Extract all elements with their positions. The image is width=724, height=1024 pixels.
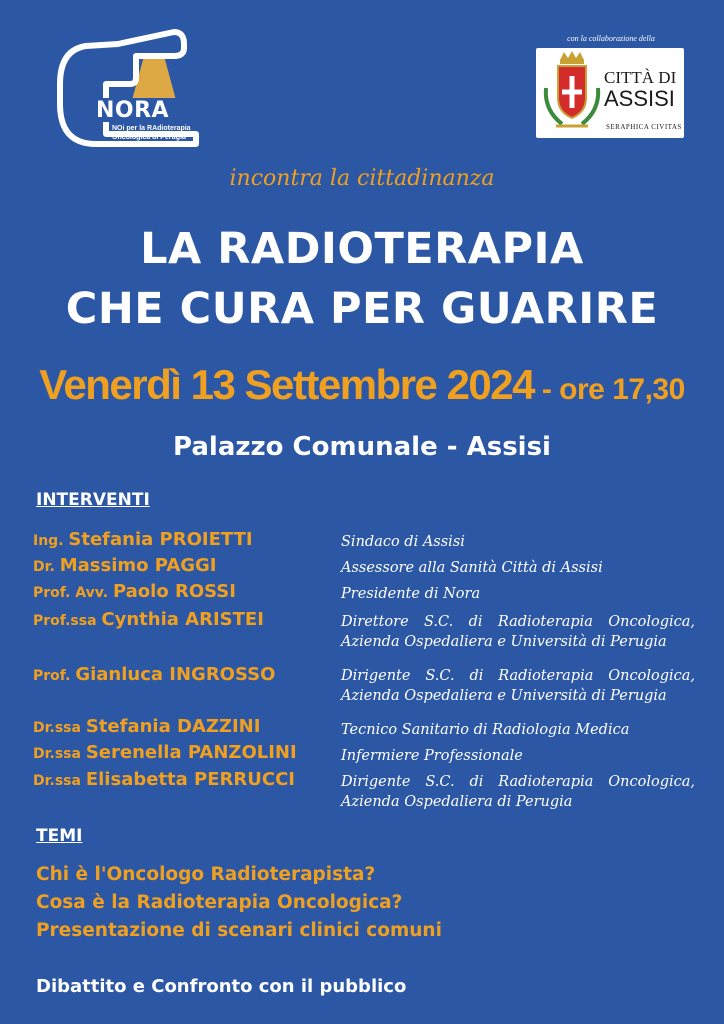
speaker-role: Infermiere Professionale xyxy=(341,748,523,764)
speaker-name xyxy=(33,716,260,737)
speaker-title: Dr. xyxy=(33,559,60,575)
event-date: Venerdì 13 Settembre 2024 xyxy=(39,361,535,408)
speaker-role: Sindaco di Assisi xyxy=(341,534,465,550)
speaker-role: Tecnico Sanitario di Radiologia Medica xyxy=(341,722,630,738)
city-name-line2: ASSISI xyxy=(604,86,675,111)
speaker-fullname: Stefania PROIETTI xyxy=(68,529,253,550)
speaker-name xyxy=(33,742,297,763)
collaboration-text: con la collaborazione della xyxy=(567,34,655,43)
speaker-title: Prof.ssa xyxy=(33,613,102,629)
assisi-logo xyxy=(536,48,684,138)
nora-tagline-line2: Oncologica di Perugia xyxy=(112,134,186,141)
speaker-role: Direttore S.C. di Radioterapia Oncologica, Azienda Ospedaliera e Università di Perugia xyxy=(341,614,695,650)
nora-wordmark: NORA xyxy=(96,98,170,123)
topic-item: Chi è l'Oncologo Radioterapista? xyxy=(36,864,376,885)
assisi-coat-of-arms-icon xyxy=(538,48,604,138)
city-motto: SERAPHICA CIVITAS xyxy=(606,123,682,131)
event-title-line2: CHE CURA PER GUARIRE xyxy=(65,284,659,334)
speaker-role: Presidente di Nora xyxy=(341,586,481,602)
speaker-fullname: Stefania DAZZINI xyxy=(85,716,261,737)
speaker-fullname: Cynthia ARISTEI xyxy=(101,609,264,630)
event-venue: Palazzo Comunale - Assisi xyxy=(173,432,551,462)
event-title-line1: LA RADIOTERAPIA xyxy=(140,224,584,274)
speaker-title: Dr.ssa xyxy=(33,720,86,736)
topic-item: Presentazione di scenari clinici comuni xyxy=(36,920,442,941)
event-subtitle: incontra la cittadinanza xyxy=(229,166,495,191)
speaker-fullname: Paolo ROSSI xyxy=(112,581,236,602)
topic-item: Cosa è la Radioterapia Oncologica? xyxy=(36,892,403,913)
speaker-title: Dr.ssa xyxy=(33,773,86,789)
speaker-name xyxy=(33,769,295,790)
temi-heading: TEMI xyxy=(36,826,83,846)
speaker-fullname: Gianluca INGROSSO xyxy=(75,664,276,685)
speaker-fullname: Elisabetta PERRUCCI xyxy=(85,769,295,790)
speaker-name xyxy=(33,581,236,602)
speaker-title: Ing. xyxy=(33,533,69,549)
speaker-title: Prof. xyxy=(33,668,76,684)
speaker-name xyxy=(33,555,217,576)
footer-text: Dibattito e Confronto con il pubblico xyxy=(36,976,407,997)
speaker-name xyxy=(33,529,253,550)
speaker-name xyxy=(33,664,275,685)
event-time: - ore 17,30 xyxy=(534,373,685,406)
event-date-time xyxy=(0,361,724,409)
city-name-line1: CITTÀ DI xyxy=(604,68,677,87)
speaker-title: Prof. Avv. xyxy=(33,585,113,601)
speaker-fullname: Serenella PANZOLINI xyxy=(85,742,297,763)
speaker-title: Dr.ssa xyxy=(33,746,86,762)
nora-tagline xyxy=(112,124,212,142)
speaker-role: Dirigente S.C. di Radioterapia Oncologica, Azienda Ospedaliera e Università di Perugia xyxy=(341,668,695,704)
nora-logo xyxy=(56,26,206,152)
nora-tagline-line1: NOi per la RAdioterapia xyxy=(112,125,191,132)
speaker-fullname: Massimo PAGGI xyxy=(59,555,217,576)
speaker-role: Assessore alla Sanità Città di Assisi xyxy=(341,560,603,576)
speaker-role: Dirigente S.C. di Radioterapia Oncologica, Azienda Ospedaliera di Perugia xyxy=(341,774,695,810)
interventi-heading: INTERVENTI xyxy=(36,490,150,510)
speaker-name xyxy=(33,609,264,630)
